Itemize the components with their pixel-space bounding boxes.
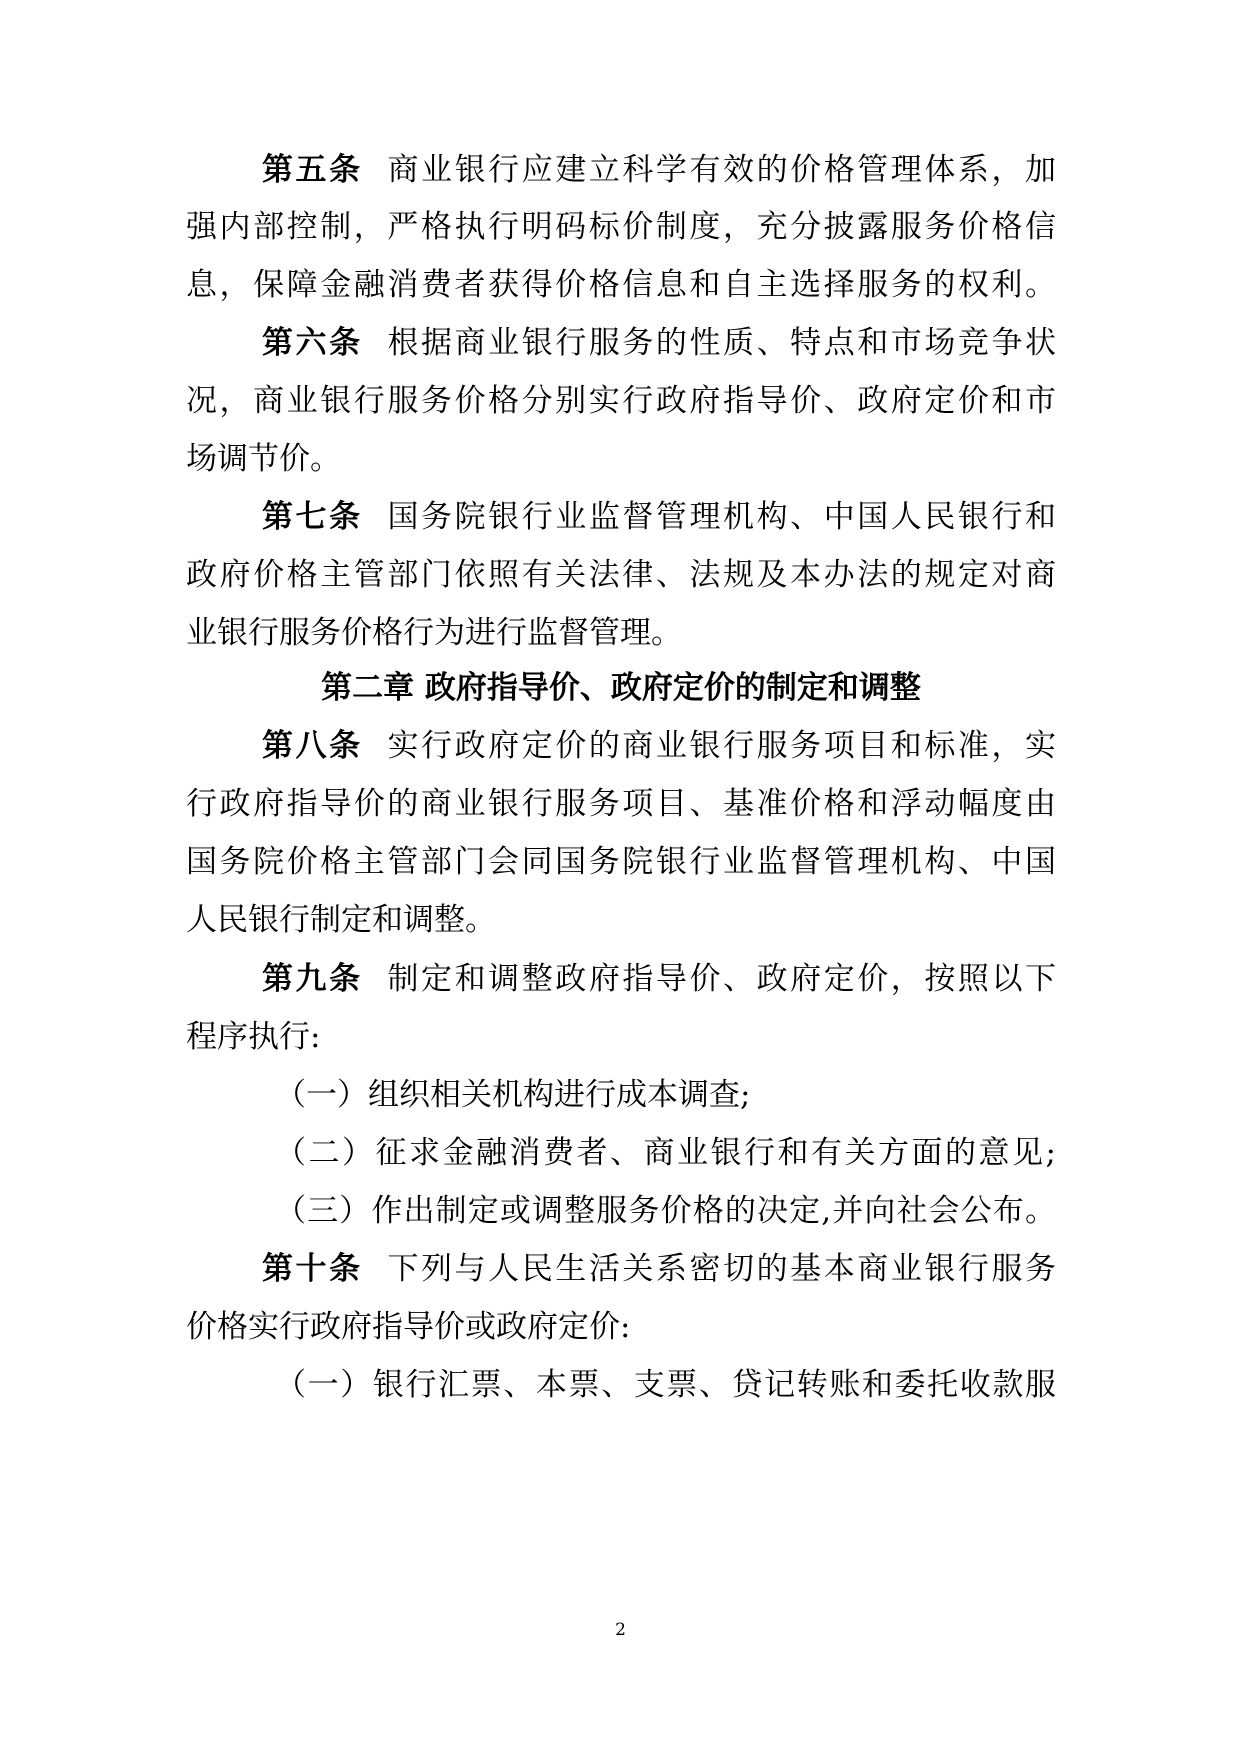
article-6-text: 根据商业银行服务的性质、特点和市场竞争状 (387, 325, 1057, 361)
article-8-label: 第八条 (262, 728, 363, 764)
article-7-label: 第七条 (262, 499, 363, 535)
page-number: 2 (615, 1620, 626, 1640)
article-5-line-2: 强内部控制，严格执行明码标价制度，充分披露服务价格信 (186, 209, 1056, 245)
chapter-2-heading: 第二章 政府指导价、政府定价的制定和调整 (321, 670, 921, 706)
article-9-first-line (262, 954, 1056, 1004)
article-10-item-1: （一）银行汇票、本票、支票、贷记转账和委托收款服 (275, 1367, 1056, 1403)
article-5-first-line (262, 145, 1056, 195)
article-8-line-3: 国务院价格主管部门会同国务院银行业监督管理机构、中国 (186, 844, 1056, 880)
article-5-text: 商业银行应建立科学有效的价格管理体系，加 (387, 152, 1057, 188)
article-9-label: 第九条 (262, 961, 363, 997)
article-9-text: 制定和调整政府指导价、政府定价，按照以下 (387, 961, 1057, 997)
article-10-line-2: 价格实行政府指导价或政府定价: (186, 1309, 631, 1345)
article-6-line-2: 况，商业银行服务价格分别实行政府指导价、政府定价和市 (186, 383, 1056, 419)
article-10-first-line (262, 1244, 1056, 1294)
article-10-text: 下列与人民生活关系密切的基本商业银行服务 (387, 1251, 1057, 1287)
article-7-first-line (262, 492, 1056, 542)
article-5-line-3: 息，保障金融消费者获得价格信息和自主选择服务的权利。 (186, 267, 1056, 303)
article-9-line-2: 程序执行: (186, 1019, 321, 1055)
article-5-label: 第五条 (262, 152, 363, 188)
article-10-label: 第十条 (262, 1251, 363, 1287)
article-6-line-3: 场调节价。 (186, 441, 341, 477)
article-9-item-2: （二）征求金融消费者、商业银行和有关方面的意见; (275, 1135, 1056, 1171)
article-9-item-3: （三）作出制定或调整服务价格的决定,并向社会公布。 (275, 1193, 1056, 1229)
article-9-item-1: （一）组织相关机构进行成本调查; (275, 1077, 751, 1113)
article-6-first-line (262, 318, 1056, 368)
article-7-line-2: 政府价格主管部门依照有关法律、法规及本办法的规定对商 (186, 557, 1056, 593)
article-6-label: 第六条 (262, 325, 363, 361)
article-8-line-2: 行政府指导价的商业银行服务项目、基准价格和浮动幅度由 (186, 786, 1056, 822)
article-8-first-line (262, 721, 1056, 771)
article-7-line-3: 业银行服务价格行为进行监督管理。 (186, 615, 682, 651)
article-8-text: 实行政府定价的商业银行服务项目和标准，实 (387, 728, 1057, 764)
article-7-text: 国务院银行业监督管理机构、中国人民银行和 (387, 499, 1057, 535)
article-8-line-4: 人民银行制定和调整。 (186, 902, 496, 938)
